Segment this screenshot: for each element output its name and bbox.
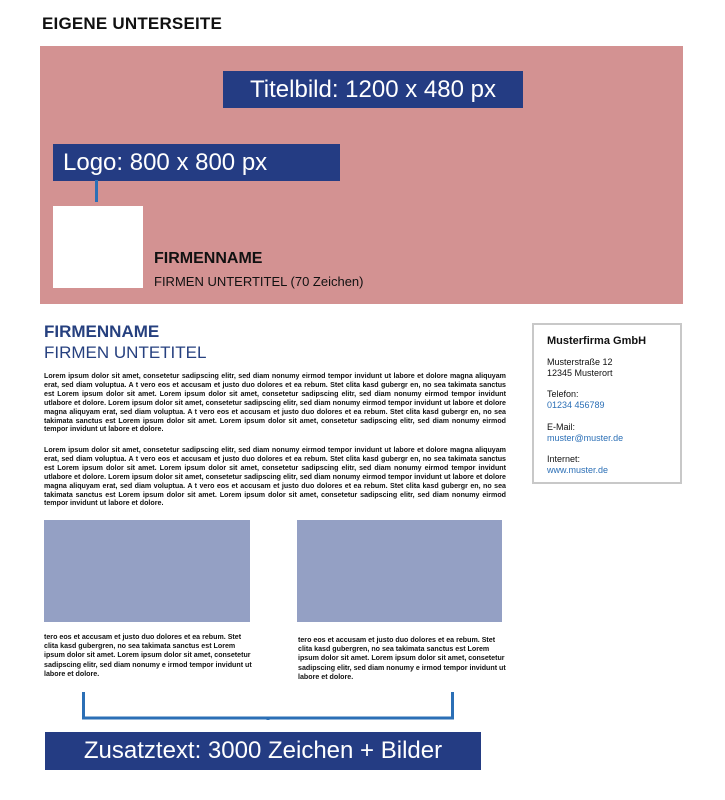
- logo-placeholder: [53, 206, 143, 288]
- contact-street: Musterstraße 12: [547, 357, 613, 367]
- page-title: EIGENE UNTERSEITE: [42, 14, 223, 33]
- hero-company-subtitle: FIRMEN UNTERTITEL (70 Zeichen): [154, 274, 364, 289]
- contact-email-label: E-Mail:: [547, 422, 576, 432]
- contact-phone-label: Telefon:: [547, 389, 579, 399]
- body-paragraph: Lorem ipsum dolor sit amet, consetetur sadipscing elitr, sed diam nonumy eirmod tempor invidunt ut labore et dolore magna aliquyam erat, sed diam voluptua. A t vero eos et accusam et justo duo dolores et ea rebum. Stet clita kasd gubergr en, no sea takimata sanctus est Lorem ipsum dolor sit amet. Lorem ipsum dolor sit amet, consetetur sadipscing elitr, sed diam nonumy eirmod tempor invidunt utlabore et dolore. Lorem ipsum dolor sit amet, consetetur sadipscing elitr, sed diam nonumy eirmod tempor invidunt ut labore et dolore magna aliquyam erat, sed diam voluptua. A t vero eos et accusam et justo duo dolores et ea rebum. Stet clita kasd gubergr en, no sea takimata sanctus est Lorem ipsum dolor sit amet. Lorem ipsum dolor sit amet, consetetur sadipscing elitr, sed diam nonumy eirmod tempor invidunt ut labore et dolore.: [44, 446, 506, 508]
- contact-email-link[interactable]: muster@muster.de: [547, 433, 624, 443]
- body-paragraph: Lorem ipsum dolor sit amet, consetetur sadipscing elitr, sed diam nonumy eirmod tempor invidunt ut labore et dolore magna aliquyam erat, sed diam voluptua. A t vero eos et accusam et justo duo dolores et ea rebum. Stet clita kasd gubergr en, no sea takimata sanctus est Lorem ipsum dolor sit amet. Lorem ipsum dolor sit amet, consetetur sadipscing elitr, sed diam nonumy eirmod tempor invidunt utlabore et dolore. Lorem ipsum dolor sit amet, consetetur sadipscing elitr, sed diam nonumy eirmod tempor invidunt ut labore et dolore magna aliquyam erat, sed diam voluptua. A t vero eos et accusam et justo duo dolores et ea rebum. Stet clita kasd gubergr en, no sea takimata sanctus est Lorem ipsum dolor sit amet. Lorem ipsum dolor sit amet, consetetur sadipscing elitr, sed diam nonumy eirmod tempor invidunt ut labore et dolore.: [44, 372, 506, 434]
- contact-company-name: Musterfirma GmbH: [547, 335, 647, 347]
- contact-city: 12345 Musterort: [547, 368, 613, 378]
- hero-company-name: FIRMENNAME: [154, 250, 263, 267]
- image-caption: tero eos et accusam et justo duo dolores et ea rebum. Stet clita kasd gubergren, no sea takimata sanctus est Lorem ipsum dolor sit amet. Lorem ipsum dolor sit amet, consetetur sadipscing elitr, sed diam nonumy e irmod tempor invidunt ut labore et dolore.: [298, 636, 506, 681]
- logo-size-label: Logo: 800 x 800 px: [53, 144, 340, 181]
- contact-web-link[interactable]: www.muster.de: [547, 465, 609, 475]
- bracket-connector: [82, 692, 454, 720]
- image-caption: tero eos et accusam et justo duo dolores et ea rebum. Stet clita kasd gubergren, no sea takimata sanctus est Lorem ipsum dolor sit amet. Lorem ipsum dolor sit amet, consetetur sadipscing elitr, sed diam nonumy e irmod tempor invidunt ut labore et dolore.: [44, 633, 252, 678]
- logo-connector-line: [95, 180, 98, 202]
- image-placeholder: [44, 520, 250, 622]
- image-placeholder: [297, 520, 502, 622]
- main-company-name: FIRMENNAME: [44, 322, 160, 341]
- contact-web-label: Internet:: [547, 454, 581, 464]
- additional-text-label: Zusatztext: 3000 Zeichen + Bilder: [45, 732, 481, 770]
- title-image-size-label: Titelbild: 1200 x 480 px: [223, 71, 523, 108]
- title-image-area: [40, 46, 683, 304]
- main-company-subtitle: FIRMEN UNTETITEL: [44, 343, 207, 362]
- contact-card: [532, 323, 682, 484]
- contact-phone-link[interactable]: 01234 456789: [547, 400, 605, 410]
